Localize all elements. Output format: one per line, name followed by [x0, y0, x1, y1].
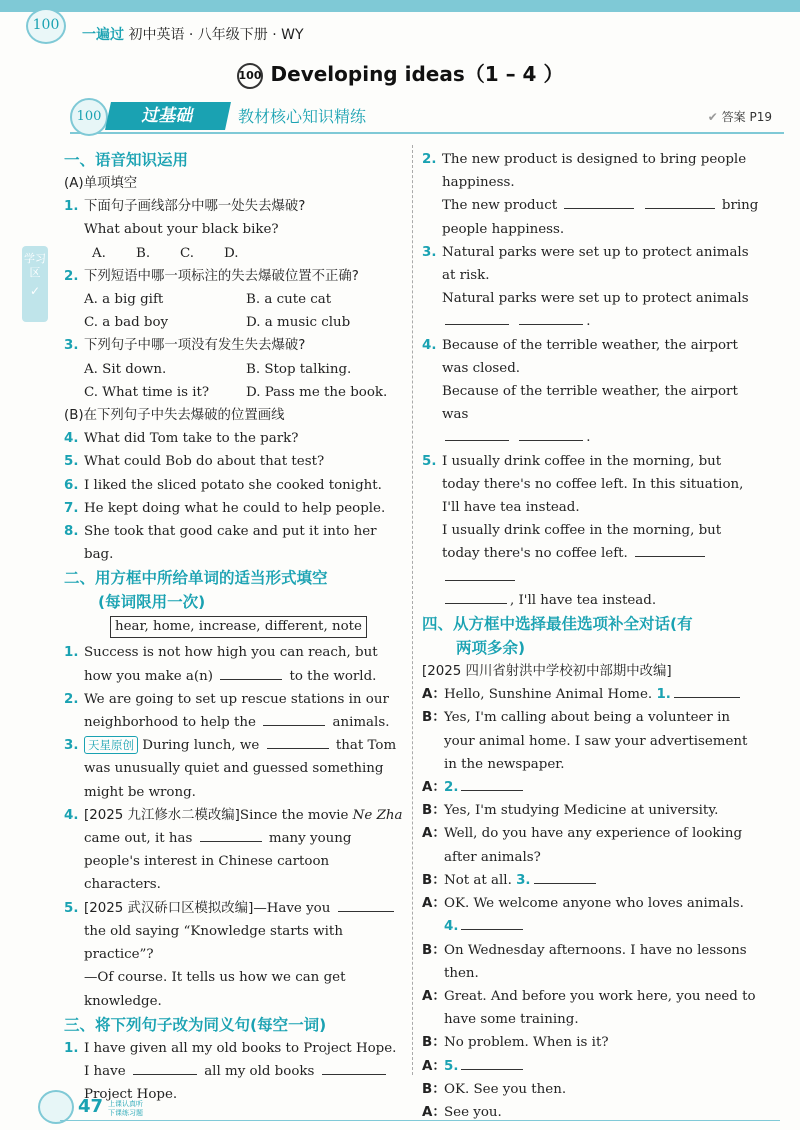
answer-blank[interactable] — [519, 310, 583, 325]
dialogue-line: A： OK. We welcome anyone who loves animals. 4. — [422, 896, 744, 935]
banner-subtitle: 教材核心知识精练 — [238, 107, 367, 126]
q2-options-row2: C. a bad boy D. a music club — [84, 315, 351, 331]
section-1-title: 一、语音知识运用 — [64, 151, 189, 169]
footer-note: 上课认真听 下课练习题 — [108, 1100, 143, 1117]
answer-blank[interactable] — [445, 566, 515, 581]
dialogue-line: B： On Wednesday afternoons. I have no lessons then. — [422, 942, 747, 981]
section-2-title-cont: (每词限用一次) — [98, 593, 206, 612]
section-4-title: 四、从方框中选择最佳选项补全对话(有 — [422, 615, 693, 634]
word-box: hear, home, increase, different, note — [110, 616, 367, 638]
top-color-band — [0, 0, 800, 12]
question-7: 7. He kept doing what he could to help people. — [64, 500, 386, 516]
question-8: 8. She took that good cake and put it into her bag. — [64, 524, 377, 563]
dialogue-line: B： OK. See you then. — [422, 1081, 567, 1097]
fill-3: 3. 天星原创 During lunch, we that Tom was unusually quiet and guessed something might be wrong. — [64, 734, 408, 804]
dialogue-line: B： No problem. When is it? — [422, 1035, 609, 1051]
dialogue-line: B： Not at all. 3. — [422, 869, 762, 892]
dialogue-line: A： 2. — [422, 776, 762, 799]
answer-blank[interactable] — [461, 776, 523, 791]
answer-blank[interactable] — [322, 1060, 386, 1075]
q1-sentence: What about your black bike? — [84, 222, 279, 238]
answer-blank[interactable] — [564, 194, 634, 209]
page-number: 47 — [78, 1096, 104, 1117]
answer-blank[interactable] — [133, 1060, 197, 1075]
question-2: 2. 下列短语中哪一项标注的失去爆破位置不正确? — [64, 268, 359, 284]
answer-blank[interactable] — [263, 711, 325, 726]
title-wrap — [0, 58, 800, 89]
footer-mascot-icon — [38, 1090, 74, 1124]
section-banner — [70, 102, 784, 134]
fill-5-response: —Of course. It tells us how we can get knowledge. — [84, 970, 346, 1009]
rewrite-2: 2. The new product is designed to bring people happiness. — [422, 152, 747, 191]
q2-options-row1: A. a big gift B. a cute cat — [84, 292, 332, 308]
section-2-title: 二、用方框中所给单词的适当形式填空 — [64, 569, 328, 588]
answer-blank[interactable] — [445, 426, 509, 441]
series-header — [82, 24, 304, 44]
question-4: 4. What did Tom take to the park? — [64, 431, 299, 447]
dialogue-line: A： See you. — [422, 1104, 502, 1120]
rewrite-4-blanks: Because of the terrible weather, the airport was . — [442, 384, 738, 446]
original-badge: 天星原创 — [84, 736, 138, 754]
rewrite-5-blanks: I usually drink coffee in the morning, but today there's no coffee left. , I'll have tea instead. — [442, 523, 722, 608]
right-column — [422, 148, 762, 1124]
title-badge-icon: 100 — [237, 63, 263, 89]
answer-blank[interactable] — [519, 426, 583, 441]
rewrite-2-blanks: The new product bring people happiness. — [422, 194, 762, 240]
answer-blank[interactable] — [220, 665, 282, 680]
answer-blank[interactable] — [635, 542, 705, 557]
answer-blank[interactable] — [674, 683, 740, 698]
column-divider — [412, 145, 413, 1075]
series-subject: 初中英语 · 八年级下册 · WY — [128, 27, 304, 43]
left-column — [64, 148, 408, 1106]
answer-blank[interactable] — [200, 827, 262, 842]
question-1: 1. 下面句子画线部分中哪一处失去爆破? — [64, 199, 306, 215]
side-tab-study-area: 学习区 ✓ — [22, 246, 48, 322]
answer-blank[interactable] — [461, 915, 523, 930]
mascot-icon: 100 — [70, 98, 108, 136]
section-3-title: 三、将下列句子改为同义句(每空一词) — [64, 1015, 327, 1034]
series-brand: 一遍过 — [82, 27, 124, 43]
fill-2: 2. We are going to set up rescue stations in our neighborhood to help the animals. — [64, 691, 390, 731]
answer-blank[interactable] — [445, 310, 509, 325]
side-tab-check-icon: ✓ — [29, 284, 41, 298]
dialogue-line: A： Hello, Sunshine Animal Home. 1. — [422, 683, 762, 706]
answer-blank[interactable] — [445, 589, 507, 604]
q1-options: A. B. C. D. — [92, 245, 239, 261]
answer-reference: ✔ 答案 P19 — [707, 110, 772, 124]
rewrite-1-blanks: I have all my old books Project Hope. — [64, 1060, 408, 1106]
dialogue-line: A： 5. — [422, 1055, 762, 1078]
footer-rule — [60, 1120, 780, 1121]
banner-tag: 过基础 — [105, 102, 231, 130]
section-4-source: [2025 四川省射洪中学校初中部期中改编] — [422, 664, 672, 680]
answer-blank[interactable] — [534, 869, 596, 884]
rewrite-4: 4. Because of the terrible weather, the airport was closed. — [422, 337, 738, 376]
dialogue-line: B： Yes, I'm studying Medicine at university. — [422, 803, 719, 819]
series-logo: 100 — [26, 8, 66, 44]
rewrite-1: 1. I have given all my old books to Project Hope. — [64, 1040, 397, 1056]
rewrite-5: 5. I usually drink coffee in the morning, but today there's no coffee left. In this situation, I'll have tea instead. — [422, 453, 744, 516]
rewrite-3: 3. Natural parks were set up to protect animals at risk. — [422, 244, 749, 284]
dialogue-line: B： Yes, I'm calling about being a volunteer in your animal home. I saw your advertisement in the newspaper. — [422, 710, 748, 772]
dialogue-line: A： Great. And before you work here, you need to have some training. — [422, 988, 756, 1028]
answer-blank[interactable] — [461, 1055, 523, 1070]
section-1b-label: (B)在下列句子中失去爆破的位置画线 — [64, 408, 285, 424]
section-1a-label: (A)单项填空 — [64, 176, 138, 191]
fill-1: 1. Success is not how high you can reach, but how you make a(n) to the world. — [64, 645, 378, 684]
page-title — [237, 58, 564, 89]
section-4-title-cont: 两项多余) — [456, 639, 526, 658]
question-3: 3. 下列句子中哪一项没有发生失去爆破? — [64, 338, 306, 354]
rewrite-3-blanks: Natural parks were set up to protect animals . — [442, 291, 749, 330]
q3-options-row2: C. What time is it? D. Pass me the book. — [84, 384, 388, 400]
dialogue-line: A： Well, do you have any experience of looking after animals? — [422, 826, 743, 865]
checkmark-icon: ✔ — [707, 110, 722, 124]
answer-blank[interactable] — [338, 897, 394, 912]
question-5: 5. What could Bob do about that test? — [64, 454, 325, 470]
answer-blank[interactable] — [267, 734, 329, 749]
question-6: 6. I liked the sliced potato she cooked tonight. — [64, 477, 382, 493]
answer-blank[interactable] — [645, 194, 715, 209]
fill-5: 5. [2025 武汉硚口区模拟改编]—Have you the old saying “Knowledge starts with practice”? — [64, 897, 408, 967]
fill-4: 4. [2025 九江修水二模改编]Since the movie Ne Zha came out, it has many young people's interest in Chinese cartoon characters. — [64, 807, 403, 893]
page-title-text: Developing ideas（1 – 4 ） — [270, 62, 564, 86]
q3-options-row1: A. Sit down. B. Stop talking. — [84, 361, 352, 377]
